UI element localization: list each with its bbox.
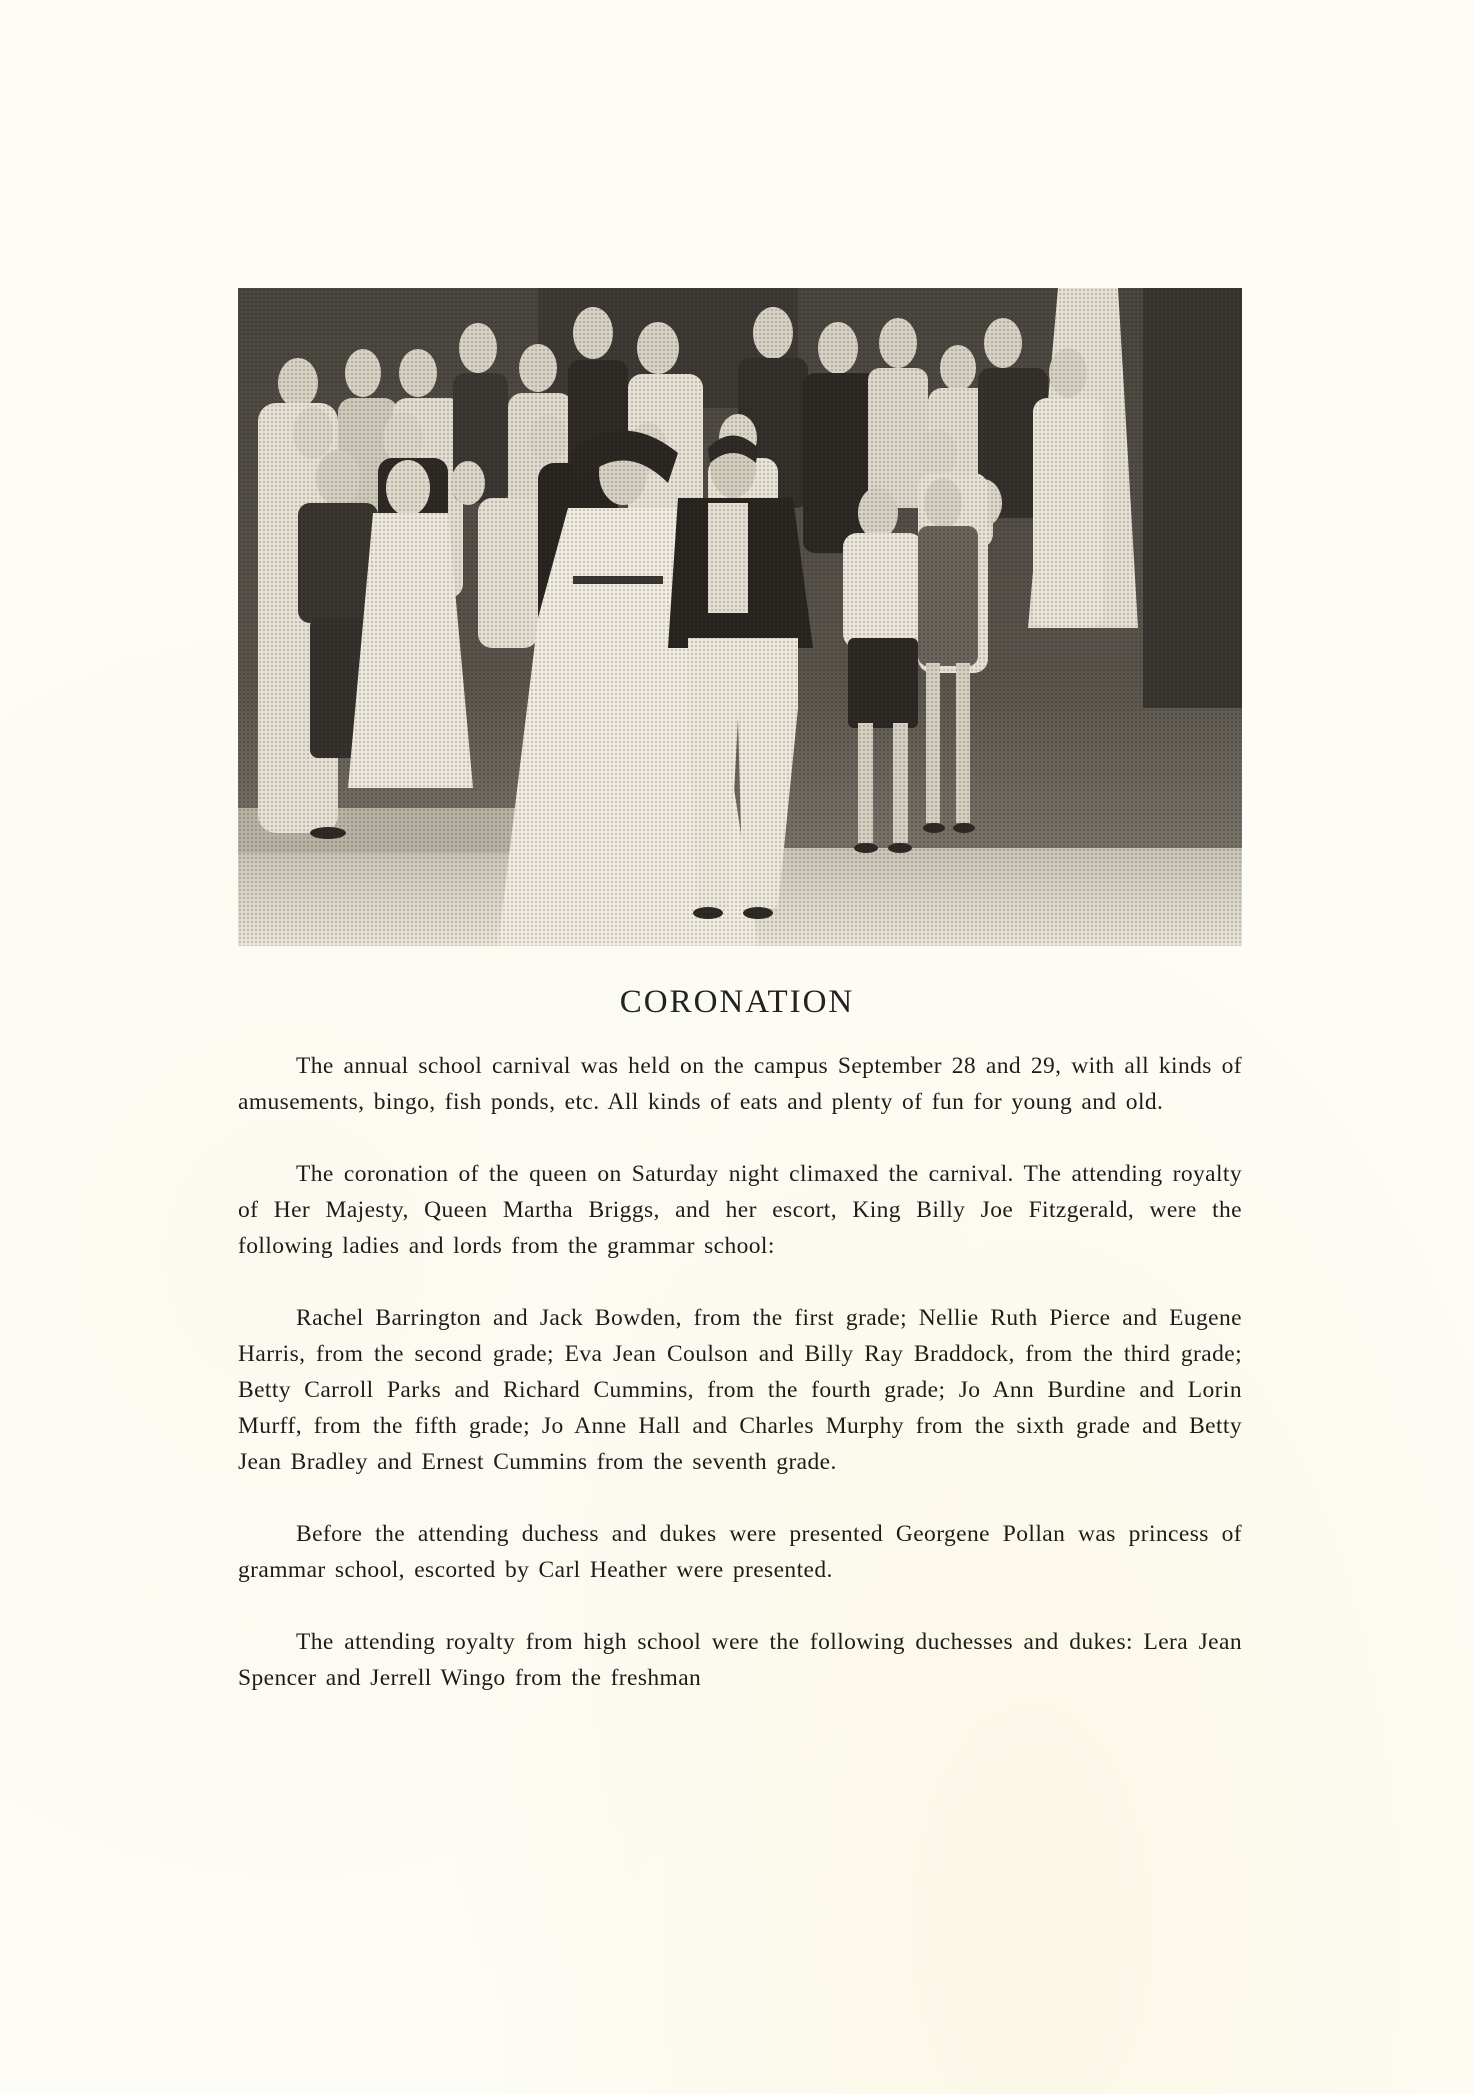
paragraph-coronation: The coronation of the queen on Saturday night climaxed the carnival. The attending royalty of Her Majesty, Queen Martha Briggs, and her escort, King Billy Joe Fitzgerald, were the following ladies and lords from the grammar school: bbox=[238, 1161, 1242, 1259]
paragraph-princess: Before the attending duchess and dukes were presented Georgene Pollan was princess of grammar school, escorted by Carl Heather were presented. bbox=[238, 1521, 1242, 1583]
coronation-group-photo bbox=[238, 288, 1242, 946]
photo-illustration bbox=[238, 288, 1242, 946]
paragraph-carnival: The annual school carnival was held on the campus September 28 and 29, with all kinds of amusements, bingo, fish ponds, etc. All kinds of eats and plenty of fun for young and old. bbox=[238, 1053, 1242, 1115]
paragraph-high-school-royalty: The attending royalty from high school were the following duchesses and dukes: Lera Jean Spencer and Jerrell Wingo from the freshman bbox=[238, 1629, 1242, 1691]
article-title: CORONATION bbox=[619, 984, 855, 1020]
article-body bbox=[238, 1048, 1242, 1732]
paragraph-grammar-school-royalty: Rachel Barrington and Jack Bowden, from the first grade; Nellie Ruth Pierce and Eugene Harris, from the second grade; Eva Jean Coulson and Billy Ray Braddock, from the third grade; Betty Carroll Parks and Richard Cummins, from the fourth grade; Jo Ann Burdine and Lorin Murff, from the fifth grade; Jo Anne Hall and Charles Murphy from the sixth grade and Betty Jean Bradley and Ernest Cummins from the seventh grade. bbox=[238, 1305, 1242, 1475]
